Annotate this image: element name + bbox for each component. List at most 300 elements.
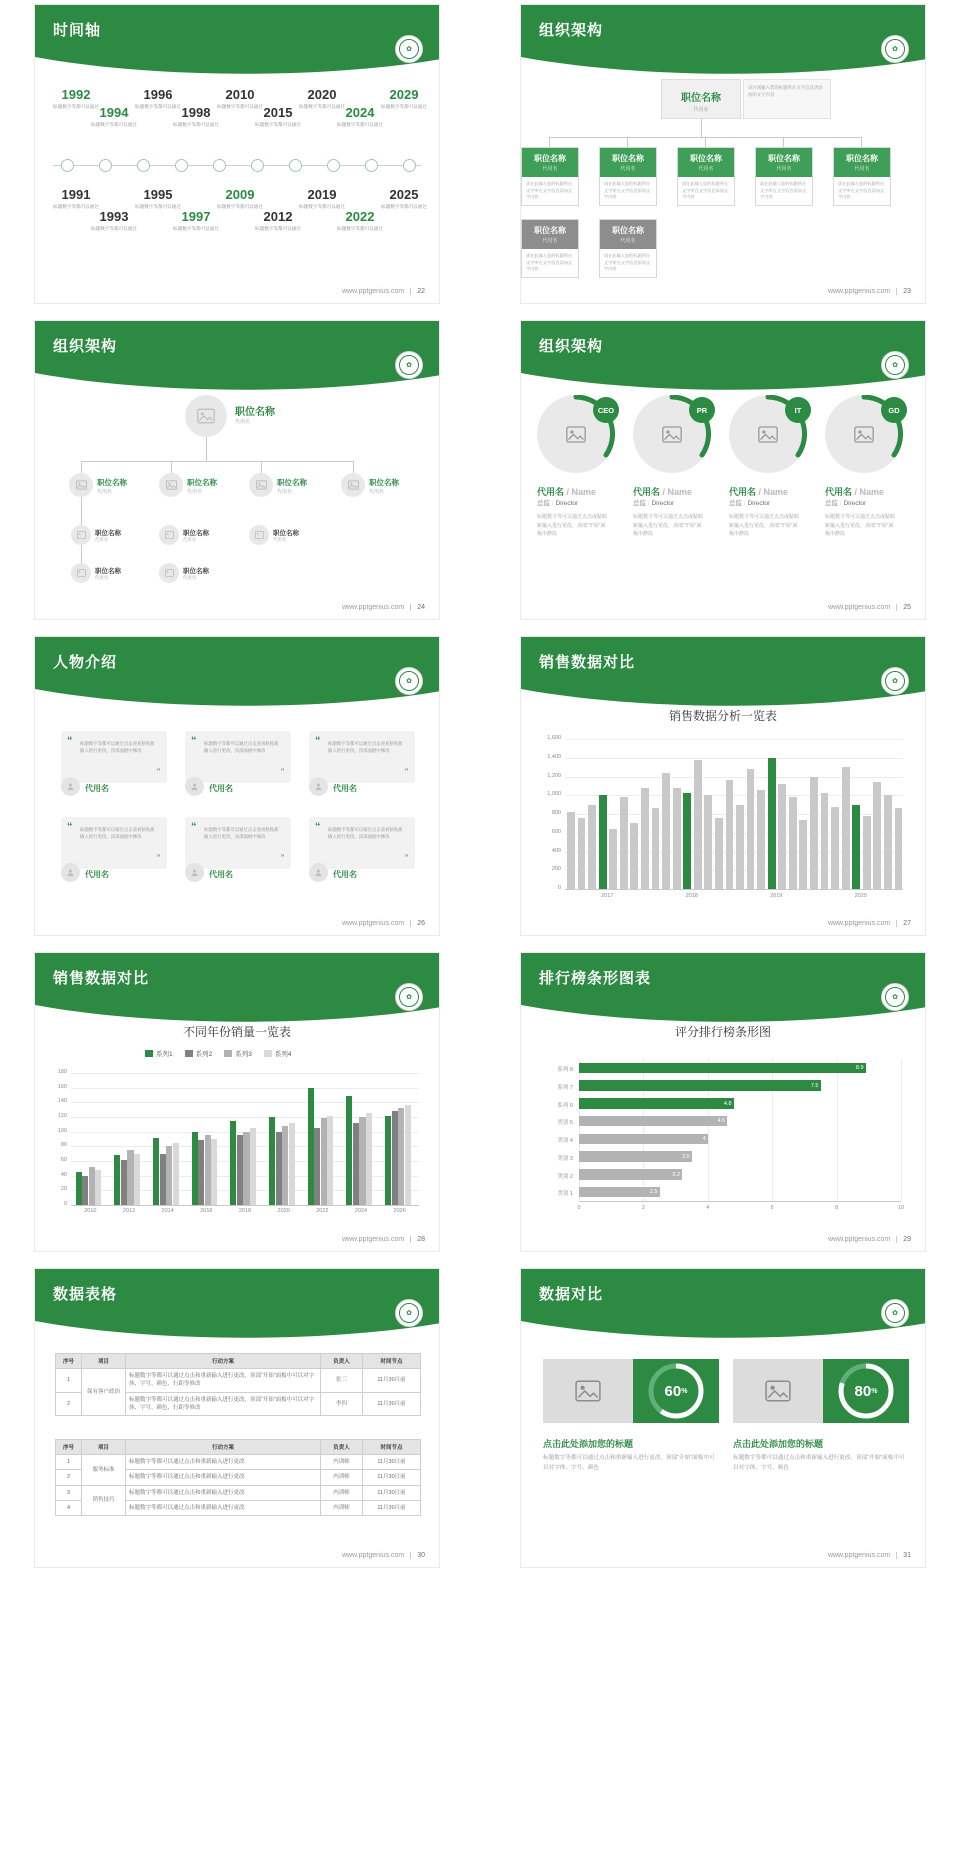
org-node-label [183, 528, 209, 543]
grid-line [837, 1059, 838, 1201]
cell: 内训师 [321, 1455, 363, 1470]
chart-bar [276, 1132, 282, 1205]
x-axis-label: 6 [770, 1205, 774, 1211]
timeline-desc: 标题数字等都可以通过 [53, 204, 99, 209]
timeline-desc: 标题数字等都可以通过 [255, 226, 301, 231]
timeline-dot [365, 159, 378, 172]
chart-bar [314, 1128, 320, 1205]
org-node-sub: 代用名 [542, 166, 558, 172]
quote-close-icon: ” [281, 853, 284, 863]
org-node-body: 请在此输入您的标题所在文字所在文字信息添加文字内容 [526, 181, 573, 200]
brand-logo-icon: ✿ [881, 667, 909, 695]
quote-open-icon: “ [315, 735, 321, 747]
slide-header [35, 953, 439, 1005]
x-axis-label: 2017 [601, 893, 614, 899]
org-node-label [277, 477, 307, 495]
chart-bar [842, 767, 850, 889]
org-node-sub: 代用名 [776, 166, 792, 172]
timeline-item [47, 187, 105, 211]
cell: 张三 [321, 1369, 363, 1393]
org-connector [627, 137, 628, 147]
quote-open-icon: “ [67, 735, 73, 747]
org-node[interactable] [599, 219, 657, 278]
org-node-body: 请在此输入您的标题所在文字所在文字信息添加文字内容 [604, 181, 651, 200]
legend-swatch [224, 1050, 232, 1057]
timeline-dot [251, 159, 264, 172]
chart-bar [385, 1116, 391, 1205]
org-node-sub: 代用名 [542, 238, 558, 244]
y-axis-label: 120 [57, 1113, 67, 1119]
bar-value-label: 4 [702, 1136, 706, 1143]
donut-value [835, 1360, 897, 1422]
person-name-en: / Name [854, 487, 885, 497]
org-node-label [97, 477, 127, 495]
org-connector [81, 497, 82, 527]
slide-body [521, 69, 925, 283]
grid-line [71, 1102, 419, 1103]
x-axis-label: 2018 [238, 1208, 252, 1214]
person-name-cn: 代用名 [633, 487, 661, 497]
timeline-year: 1991 [61, 187, 91, 202]
org-connector [206, 437, 207, 461]
y-axis-label: 1,000 [547, 791, 561, 798]
avatar [309, 777, 328, 796]
org-node-title: 职位名称 [846, 154, 878, 163]
slide-body [521, 385, 925, 599]
x-axis [71, 1205, 419, 1206]
chart-bar [398, 1108, 404, 1205]
donut-number: 80 [854, 1382, 872, 1400]
page-number: 27 [896, 920, 911, 927]
org-node[interactable] [833, 147, 891, 206]
brand-logo-icon: ✿ [395, 667, 423, 695]
page-number: 26 [410, 920, 425, 927]
chart-bar [579, 1134, 708, 1145]
org-connector [261, 461, 262, 473]
data-table-1 [55, 1353, 421, 1416]
org-root-box [661, 79, 741, 119]
timeline-year: 2012 [263, 209, 293, 224]
chart-bar [641, 788, 649, 889]
timeline-desc: 标题数字等都可以通过 [337, 122, 383, 127]
column-header: 项目 [82, 1440, 126, 1455]
person-role: 总监 / Director [825, 500, 867, 507]
org-node[interactable] [755, 147, 813, 206]
bar-value-label: 4.8 [723, 1100, 732, 1107]
timeline-desc: 标题数字等都可以通过 [381, 204, 427, 209]
chart-bar [873, 782, 881, 889]
chart-bar [673, 788, 681, 889]
quote-open-icon: “ [191, 821, 197, 833]
org-node-title: 职位名称 [97, 478, 127, 487]
footer-site: www.pptgenius.com [341, 288, 405, 295]
timeline-dot [403, 159, 416, 172]
cell: 标题数字等都可以通过点击和重新输入进行更改 [126, 1470, 321, 1485]
chart-bar [683, 793, 691, 889]
person-name [537, 485, 596, 498]
brand-logo-icon: ✿ [395, 351, 423, 379]
slide-31 [520, 1268, 926, 1568]
grid-line [71, 1088, 419, 1089]
person-name-en: / Name [566, 487, 597, 497]
cell: 1 [56, 1455, 82, 1470]
timeline-dot [175, 159, 188, 172]
chart-bar [237, 1135, 243, 1205]
chart-bar [153, 1138, 159, 1205]
person-role-cn: 总监 [633, 500, 646, 507]
org-node-sub: 代用名 [273, 537, 287, 542]
x-axis-label: 2020 [854, 893, 867, 899]
quote-name: 代用名 [333, 870, 357, 879]
avatar [61, 777, 80, 796]
chart-bar [852, 805, 860, 889]
timeline-desc: 标题数字等都可以通过 [135, 104, 181, 109]
image-placeholder [543, 1359, 633, 1423]
y-axis-label: 类别 1 [557, 1191, 573, 1198]
person-role: 总监 / Director [537, 500, 579, 507]
block-text: 标题数字等都可以通过点击和重新输入进行更改，顶部“开始”面板中可以对字体、字号、颜色 [543, 1455, 715, 1472]
y-axis-label: 80 [60, 1142, 67, 1149]
org-node-body: 请在此输入您的标题所在文字所在文字信息添加文字内容 [604, 253, 651, 272]
chart-bar [192, 1132, 198, 1205]
footer-site: www.pptgenius.com [341, 1236, 405, 1243]
chart-bar [715, 818, 723, 889]
person-role-en: Director [555, 500, 579, 507]
person-role-cn: 总监 [729, 500, 742, 507]
org-node-sub: 代用名 [854, 166, 870, 172]
timeline-year: 2025 [389, 187, 419, 202]
chart-bar [662, 773, 670, 889]
chart-bar [327, 1116, 333, 1205]
block-title: 点击此处添加您的标题 [733, 1439, 824, 1449]
person-name-cn: 代用名 [729, 487, 757, 497]
x-axis-label: 2019 [770, 893, 783, 899]
timeline-item [129, 187, 187, 211]
chart-bar [160, 1154, 166, 1205]
timeline-desc: 标题数字等都可以通过 [91, 226, 137, 231]
chart-bar [392, 1111, 398, 1205]
x-axis-label: 8 [835, 1205, 839, 1211]
quote-card [185, 817, 291, 869]
brand-logo-icon: ✿ [395, 1299, 423, 1327]
org-node-body: 请在此输入您的标题所在文字所在文字信息添加文字内容 [526, 253, 573, 272]
org-connector [81, 461, 82, 473]
footer-site: www.pptgenius.com [341, 604, 405, 611]
chart-bar [353, 1123, 359, 1205]
org-node-sub: 代用名 [187, 489, 203, 495]
avatar [159, 563, 179, 583]
org-root-note [743, 79, 831, 119]
timeline-desc: 标题数字等都可以通过 [217, 204, 263, 209]
bar-value-label: 2.5 [649, 1189, 658, 1196]
x-axis-label: 10 [897, 1205, 905, 1211]
chart-bar [308, 1088, 314, 1205]
bar-value-label: 3.5 [682, 1153, 690, 1160]
x-axis-label: 4 [706, 1205, 710, 1211]
person-badge: IT [785, 397, 811, 423]
slide-header [521, 953, 925, 1005]
avatar [159, 525, 179, 545]
org-node-label [187, 477, 217, 495]
block-text: 标题数字等都可以通过点击和重新输入进行更改，顶部“开始”面板中可以对字体、字号、颜色 [733, 1455, 905, 1472]
slide-28 [34, 952, 440, 1252]
page-number: 23 [896, 288, 911, 295]
legend-swatch [264, 1050, 272, 1057]
block-title: 点击此处添加您的标题 [543, 1439, 634, 1449]
brand-logo-icon: ✿ [881, 35, 909, 63]
chart-bar [269, 1117, 275, 1205]
y-axis-label: 0 [557, 885, 561, 891]
org-connector [861, 137, 862, 147]
y-axis-label: 系列 6 [557, 1102, 573, 1109]
cell: 标题数字等都可以通过点击和重新输入进行更改 [126, 1455, 321, 1470]
y-axis-label: 400 [551, 847, 561, 854]
chart-bar [704, 795, 712, 889]
slide-30 [34, 1268, 440, 1568]
timeline-desc: 标题数字等都可以通过 [299, 104, 345, 109]
column-header: 行动方案 [126, 1354, 321, 1369]
donut-number: 60 [664, 1382, 682, 1400]
chart-bar [134, 1154, 140, 1205]
timeline-desc: 标题数字等都可以通过 [217, 104, 263, 109]
org-connector [353, 461, 354, 473]
person-role-en: Director [843, 500, 867, 507]
chart-bar [289, 1123, 295, 1205]
brand-logo-icon: ✿ [881, 1299, 909, 1327]
timeline-item [167, 209, 225, 233]
timeline-year: 1996 [143, 87, 173, 102]
slide-title: 组织架构 [539, 338, 604, 355]
quote-name: 代用名 [209, 870, 233, 879]
y-axis-label: 600 [551, 828, 561, 835]
chart-bar [810, 777, 818, 890]
slide-header [35, 5, 439, 57]
brand-logo-icon: ✿ [395, 983, 423, 1011]
person-badge: GD [881, 397, 907, 423]
cell: 11月30日前 [363, 1500, 421, 1515]
cell: 李四 [321, 1392, 363, 1416]
avatar [249, 473, 273, 497]
org-node-label [95, 528, 121, 543]
slide-header [521, 321, 925, 373]
org-node[interactable] [521, 147, 579, 206]
y-axis-label: 180 [57, 1069, 67, 1075]
y-axis-label: 1,400 [547, 753, 561, 760]
chart-bar [578, 818, 586, 889]
timeline-dot [327, 159, 340, 172]
org-node[interactable] [677, 147, 735, 206]
org-node-sub: 代用名 [620, 166, 636, 172]
timeline-dot [289, 159, 302, 172]
org-node-body: 请在此输入您的标题所在文字所在文字信息添加文字内容 [682, 181, 729, 200]
slide-footer [342, 1236, 425, 1243]
brand-logo-icon: ✿ [881, 983, 909, 1011]
person-desc: 标题数字等可以通过点击或粘贴新输入进行更改，顶部“开始”面板中修改 [825, 514, 896, 537]
timeline-desc: 标题数字等都可以通过 [255, 122, 301, 127]
legend-swatch [185, 1050, 193, 1057]
cell: 标题数字等都可以通过点击和重新输入进行更改，顶部“开始”面板中可以对字体、字号、颜色、行距等修改 [126, 1369, 321, 1393]
x-axis-label: 2 [641, 1205, 645, 1211]
slide-24 [34, 320, 440, 620]
x-axis [565, 889, 903, 890]
cell: 内训师 [321, 1500, 363, 1515]
timeline-year: 1993 [99, 209, 129, 224]
org-node-title: 职位名称 [95, 530, 121, 537]
donut-chart [835, 1360, 897, 1422]
footer-site: www.pptgenius.com [341, 920, 405, 927]
timeline-year: 1995 [143, 187, 173, 202]
slide-27 [520, 636, 926, 936]
org-node[interactable] [599, 147, 657, 206]
avatar [61, 863, 80, 882]
column-header: 序号 [56, 1440, 82, 1455]
chart-bar [567, 812, 575, 889]
quote-text: 标题数字等都可以通过点击查看粘贴新输入进行更改，顶部面板中修改 [328, 741, 403, 754]
bar-value-label: 7.5 [810, 1082, 819, 1089]
chart-bar [821, 793, 829, 889]
person-badge: CEO [593, 397, 619, 423]
person-role: 总监 / Director [633, 500, 675, 507]
image-placeholder [733, 1359, 823, 1423]
quote-text: 标题数字等都可以通过点击查看粘贴新输入进行更改，顶部面板中修改 [80, 827, 155, 840]
x-axis-label: 2026 [393, 1208, 406, 1214]
cell: 销售技巧 [82, 1485, 126, 1516]
y-axis-label: 系列 8 [557, 1067, 573, 1074]
slide-body [35, 69, 439, 283]
grid-line [71, 1073, 419, 1074]
y-axis-label: 0 [63, 1201, 67, 1207]
org-node[interactable] [521, 219, 579, 278]
bar-value-label: 8.9 [855, 1065, 864, 1072]
yearly-sales-chart [49, 1069, 425, 1219]
person-name-en: / Name [662, 487, 693, 497]
x-axis-label: 2016 [200, 1208, 213, 1214]
quote-name: 代用名 [209, 784, 233, 793]
org-node-sub: 代用名 [277, 489, 293, 495]
footer-site: www.pptgenius.com [827, 288, 891, 295]
org-node-sub: 代用名 [97, 489, 113, 495]
chart-bar [579, 1116, 727, 1127]
column-header: 序号 [56, 1354, 82, 1369]
org-root-sub: 代用名 [235, 419, 251, 425]
y-axis-label: 60 [60, 1157, 67, 1163]
person-name-en: / Name [758, 487, 789, 497]
ranking-bar-chart [539, 1057, 909, 1217]
chart-bar [366, 1113, 372, 1205]
timeline-dot [61, 159, 74, 172]
timeline-desc: 标题数字等都可以通过 [299, 204, 345, 209]
chart-bar [778, 784, 786, 889]
timeline-item [375, 87, 433, 111]
y-axis-label: 类别 4 [557, 1138, 573, 1145]
x-axis-label: 2010 [84, 1208, 97, 1214]
org-node-label [369, 477, 399, 495]
avatar [185, 863, 204, 882]
slide-footer [342, 920, 425, 927]
org-node-sub: 代用名 [698, 166, 714, 172]
slide-23 [520, 4, 926, 304]
cell: 4 [56, 1500, 82, 1515]
donut-unit: % [681, 1387, 688, 1395]
timeline-dot [213, 159, 226, 172]
footer-site: www.pptgenius.com [827, 1236, 891, 1243]
slide-footer [828, 288, 911, 295]
slide-title: 时间轴 [53, 22, 102, 39]
slide-footer [828, 1552, 911, 1559]
timeline-desc: 标题数字等都可以通过 [173, 122, 219, 127]
quote-card [309, 817, 415, 869]
quote-text: 标题数字等都可以通过点击查看粘贴新输入进行更改，顶部面板中修改 [328, 827, 403, 840]
slide-footer [828, 920, 911, 927]
slide-title: 排行榜条形图表 [539, 970, 652, 987]
timeline-year: 2015 [263, 105, 293, 120]
person-badge: PR [689, 397, 715, 423]
column-header: 负责人 [321, 1354, 363, 1369]
brand-logo-icon: ✿ [881, 351, 909, 379]
org-node-title: 职位名称 [768, 154, 800, 163]
y-axis-label: 类别 3 [557, 1155, 573, 1162]
timeline-year: 2024 [345, 105, 375, 120]
page-number: 29 [896, 1236, 911, 1243]
org-node-sub: 代用名 [95, 575, 109, 580]
x-axis [579, 1201, 901, 1202]
quote-card [61, 817, 167, 869]
y-axis-label: 系列 7 [557, 1084, 573, 1091]
slide-22 [34, 4, 440, 304]
slide-26 [34, 636, 440, 936]
avatar [69, 473, 93, 497]
timeline-desc: 标题数字等都可以通过 [173, 226, 219, 231]
timeline-desc: 标题数字等都可以通过 [381, 104, 427, 109]
chart-title: 销售数据分析一览表 [668, 709, 777, 723]
slide-header [521, 5, 925, 57]
slide-title: 人物介绍 [53, 654, 118, 671]
chart-bar [198, 1140, 204, 1205]
chart-bar [620, 797, 628, 889]
timeline-year: 2029 [389, 87, 419, 102]
org-node-sub: 代用名 [183, 575, 197, 580]
avatar [71, 563, 91, 583]
org-node-label [273, 528, 299, 543]
slide-title: 数据对比 [539, 1286, 604, 1303]
legend-swatch [145, 1050, 153, 1057]
footer-site: www.pptgenius.com [827, 920, 891, 927]
chart-bar [831, 807, 839, 890]
cell: 服务标准 [82, 1455, 126, 1486]
quote-name: 代用名 [85, 784, 109, 793]
slide-header [35, 321, 439, 373]
timeline-item [211, 187, 269, 211]
table-row [56, 1485, 421, 1500]
person-name [825, 485, 884, 498]
quote-close-icon: ” [157, 767, 160, 777]
cell: 2 [56, 1392, 82, 1416]
timeline-year: 1998 [181, 105, 211, 120]
table-row [56, 1455, 421, 1470]
x-axis-label: 2018 [685, 893, 698, 899]
slide-footer [342, 1552, 425, 1559]
org-node-sub: 代用名 [183, 537, 197, 542]
org-node-body: 请在此输入您的标题所在文字所在文字信息添加文字内容 [760, 181, 807, 200]
person-desc: 标题数字等可以通过点击或粘贴新输入进行更改，顶部“开始”面板中修改 [633, 514, 704, 537]
timeline-desc: 标题数字等都可以通过 [337, 226, 383, 231]
chart-bar [694, 760, 702, 889]
chart-bar [863, 816, 871, 889]
page-number: 31 [896, 1552, 911, 1559]
timeline-year: 1994 [99, 105, 129, 120]
org-connector [705, 137, 706, 147]
y-axis-label: 100 [57, 1127, 67, 1134]
